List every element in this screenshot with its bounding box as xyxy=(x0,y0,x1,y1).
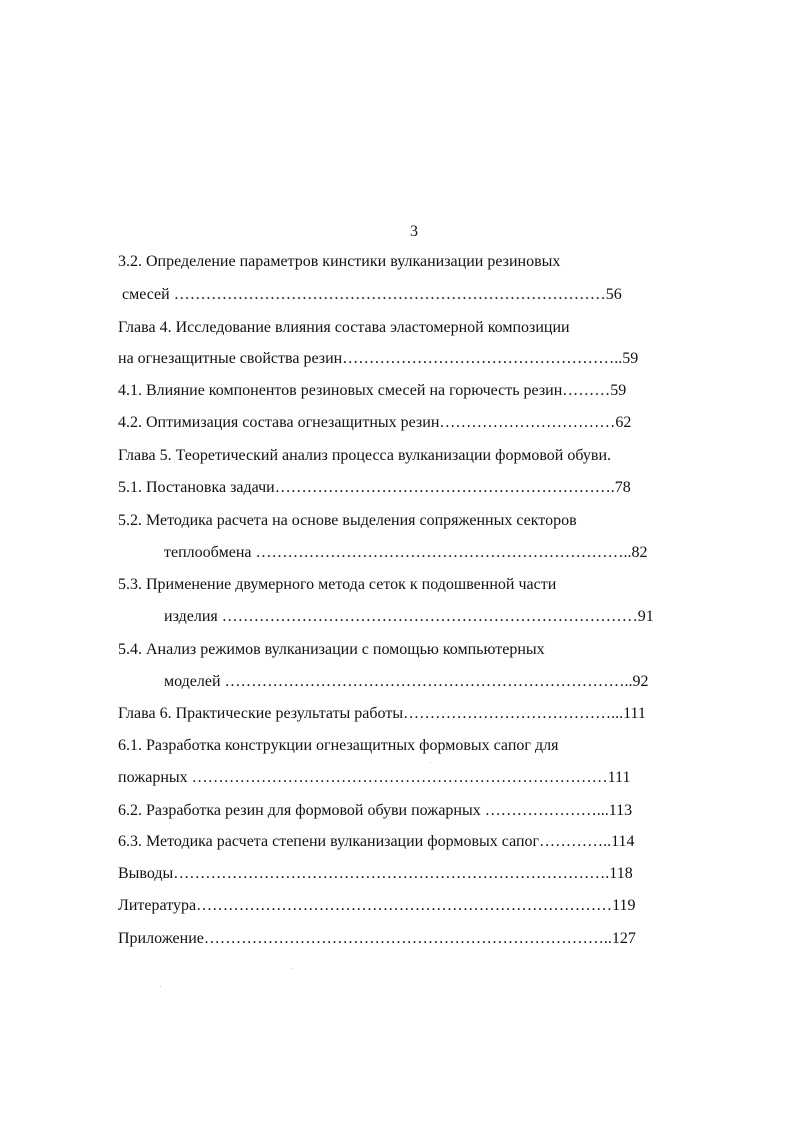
toc-line-4-1: 4.1. Влияние компонентов резиновых смесей на горючесть резин………59 xyxy=(118,382,627,399)
toc-line-6-2: 6.2. Разработка резин для формовой обуви пожарных …………………...113 xyxy=(118,802,633,819)
scan-speck xyxy=(430,762,431,763)
toc-line-5-3-cont: изделия ……………………………………………………………………91 xyxy=(164,608,654,625)
toc-line-5-3: 5.3. Применение двумерного метода сеток к подошвенной части xyxy=(118,576,557,593)
toc-line-chapter-4: Глава 4. Исследование влияния состава эластомерной композиции xyxy=(118,319,570,336)
toc-line-6-3: 6.3. Методика расчета степени вулканизации формовых сапог…………..114 xyxy=(118,833,635,850)
toc-line-chapter-6: Глава 6. Практические результаты работы…………………………………...111 xyxy=(118,705,646,722)
toc-line-3-2-cont: смесей ………………………………………………………………………56 xyxy=(122,286,622,303)
toc-line-3-2: 3.2. Определение параметров кинстики вулканизации резиновых xyxy=(118,253,561,270)
toc-line-5-2-cont: теплообмена ……………………………………………………………..82 xyxy=(164,544,648,561)
scan-speck xyxy=(160,986,161,987)
toc-line-5-4: 5.4. Анализ режимов вулканизации с помощью компьютерных xyxy=(118,641,545,658)
toc-line-6-1-cont: пожарных ……………………………………………………………………111 xyxy=(118,769,631,786)
page-number: 3 xyxy=(410,223,418,240)
toc-line-5-2: 5.2. Методика расчета на основе выделения сопряженных секторов xyxy=(118,512,577,529)
scan-speck xyxy=(292,968,293,969)
toc-line-6-1: 6.1. Разработка конструкции огнезащитных формовых сапог для xyxy=(118,737,559,754)
toc-line-chapter-5: Глава 5. Теоретический анализ процесса вулканизации формовой обуви. xyxy=(118,447,612,464)
toc-line-references: Литература……………………………………………………………………119 xyxy=(118,897,636,914)
toc-line-5-4-cont: моделей …………………………………………………………………..92 xyxy=(164,673,649,690)
toc-line-chapter-4-cont: на огнезащитные свойства резин……………………………………………..59 xyxy=(118,350,639,367)
toc-line-5-1: 5.1. Постановка задачи……………………………………………………….78 xyxy=(118,479,631,496)
toc-line-appendix: Приложение…………………………………………………………………..127 xyxy=(118,930,636,947)
toc-line-4-2: 4.2. Оптимизация состава огнезащитных резин……………………………62 xyxy=(118,414,632,431)
toc-line-conclusions: Выводы……………………………………………………………………….118 xyxy=(118,865,633,882)
